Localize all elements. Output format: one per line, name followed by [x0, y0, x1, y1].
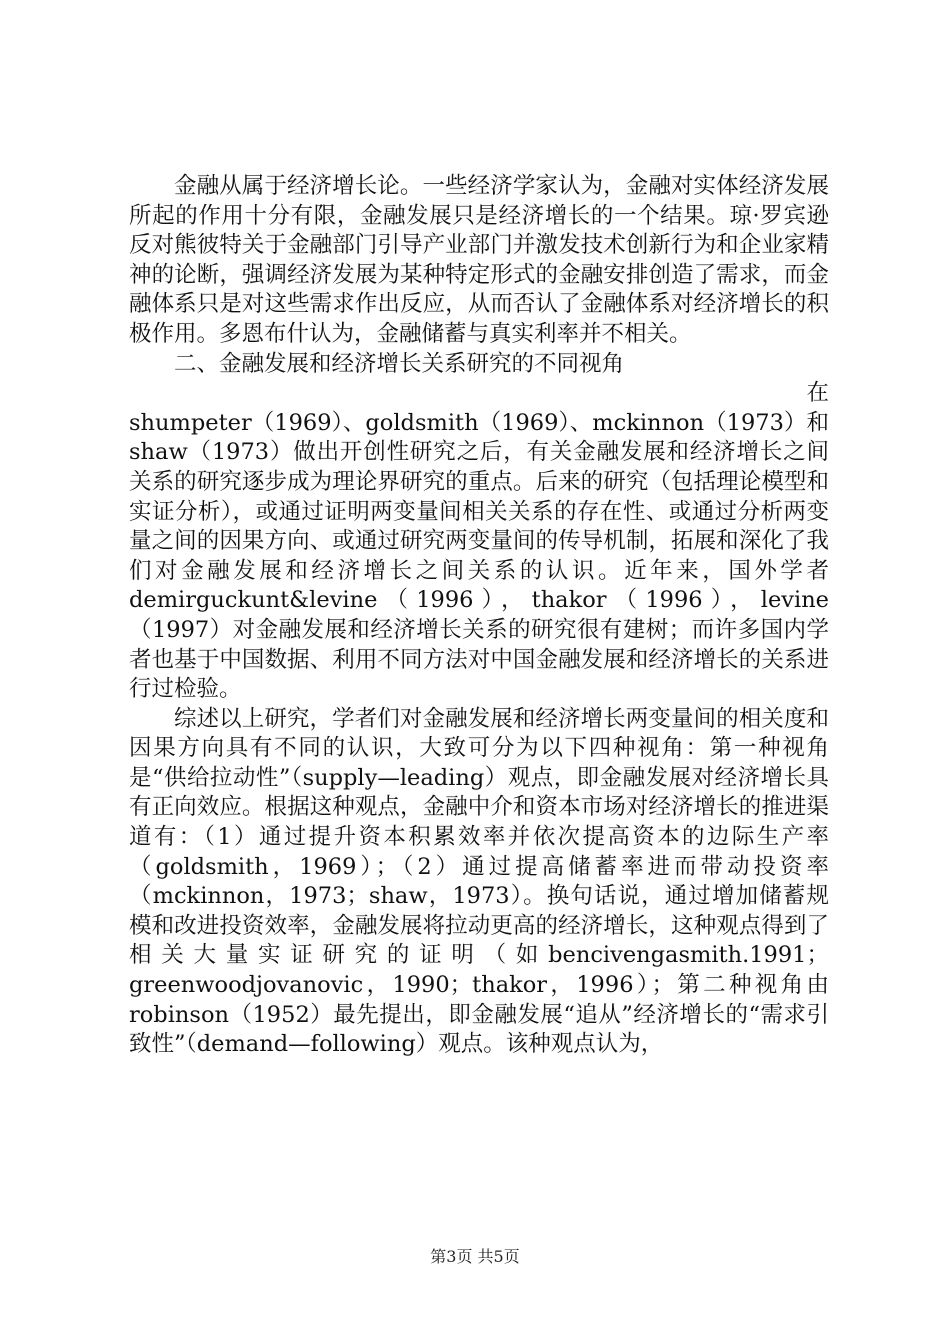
page-number-footer: 第3页 共5页	[430, 1247, 520, 1266]
paragraph-fragment-zai: 在	[806, 380, 829, 407]
paragraph-four-perspectives: 综述以上研究，学者们对金融发展和经济增长两变量间的相关度和因果方向具有不同的认识，大致可分为以下四种视角：第一种视角是“供给拉动性”（supply—leading）观点，即金融发展对经济增长具有正向效应。根据这种观点，金融中介和资本市场对经济增长的推进渠道有：（1）通过提升资本积累效率并依次提高资本的边际生产率（goldsmith，1969）；（2）通过提高储蓄率进而带动投资率（mckinnon，1973；shaw，1973）。换句话说，通过增加储蓄规模和改进投资效率，金融发展将拉动更高的经济增长，这种观点得到了相关大量实证研究的证明（如bencivengasmith.1991；greenwoodjovanovic，1990；thakor，1996）；第二种视角由robinson（1952）最先提出，即金融发展“追从”经济增长的“需求引致性”（demand—following）观点。该种观点认为，	[129, 705, 829, 1058]
document-body	[129, 172, 829, 1060]
paragraph-finance-subordinate: 金融从属于经济增长论。一些经济学家认为，金融对实体经济发展所起的作用十分有限，金融发展只是经济增长的一个结果。琼·罗宾逊反对熊彼特关于金融部门引导产业部门并激发技术创新行为和企业家精神的论断，强调经济发展为某种特定形式的金融安排创造了需求，而金融体系只是对这些需求作出反应，从而否认了金融体系对经济增长的积极作用。多恩布什认为，金融储蓄与真实利率并不相关。	[129, 173, 829, 347]
paragraph-literature-review: shumpeter（1969）、goldsmith（1969）、mckinnon（1973）和shaw（1973）做出开创性研究之后，有关金融发展和经济增长之间关系的研究逐步成为理论界研究的重点。后来的研究（包括理论模型和实证分析），或通过证明两变量间相关关系的存在性、或通过分析两变量之间的因果方向、或通过研究两变量间的传导机制，拓展和深化了我们对金融发展和经济增长之间关系的认识。近年来，国外学者demirguckunt&levine（1996），thakor（1996），levine（1997）对金融发展和经济增长关系的研究很有建树；而许多国内学者也基于中国数据、利用不同方法对中国金融发展和经济增长的关系进行过检验。	[129, 409, 829, 703]
section-heading-two: 二、金融发展和经济增长关系研究的不同视角	[174, 350, 625, 377]
